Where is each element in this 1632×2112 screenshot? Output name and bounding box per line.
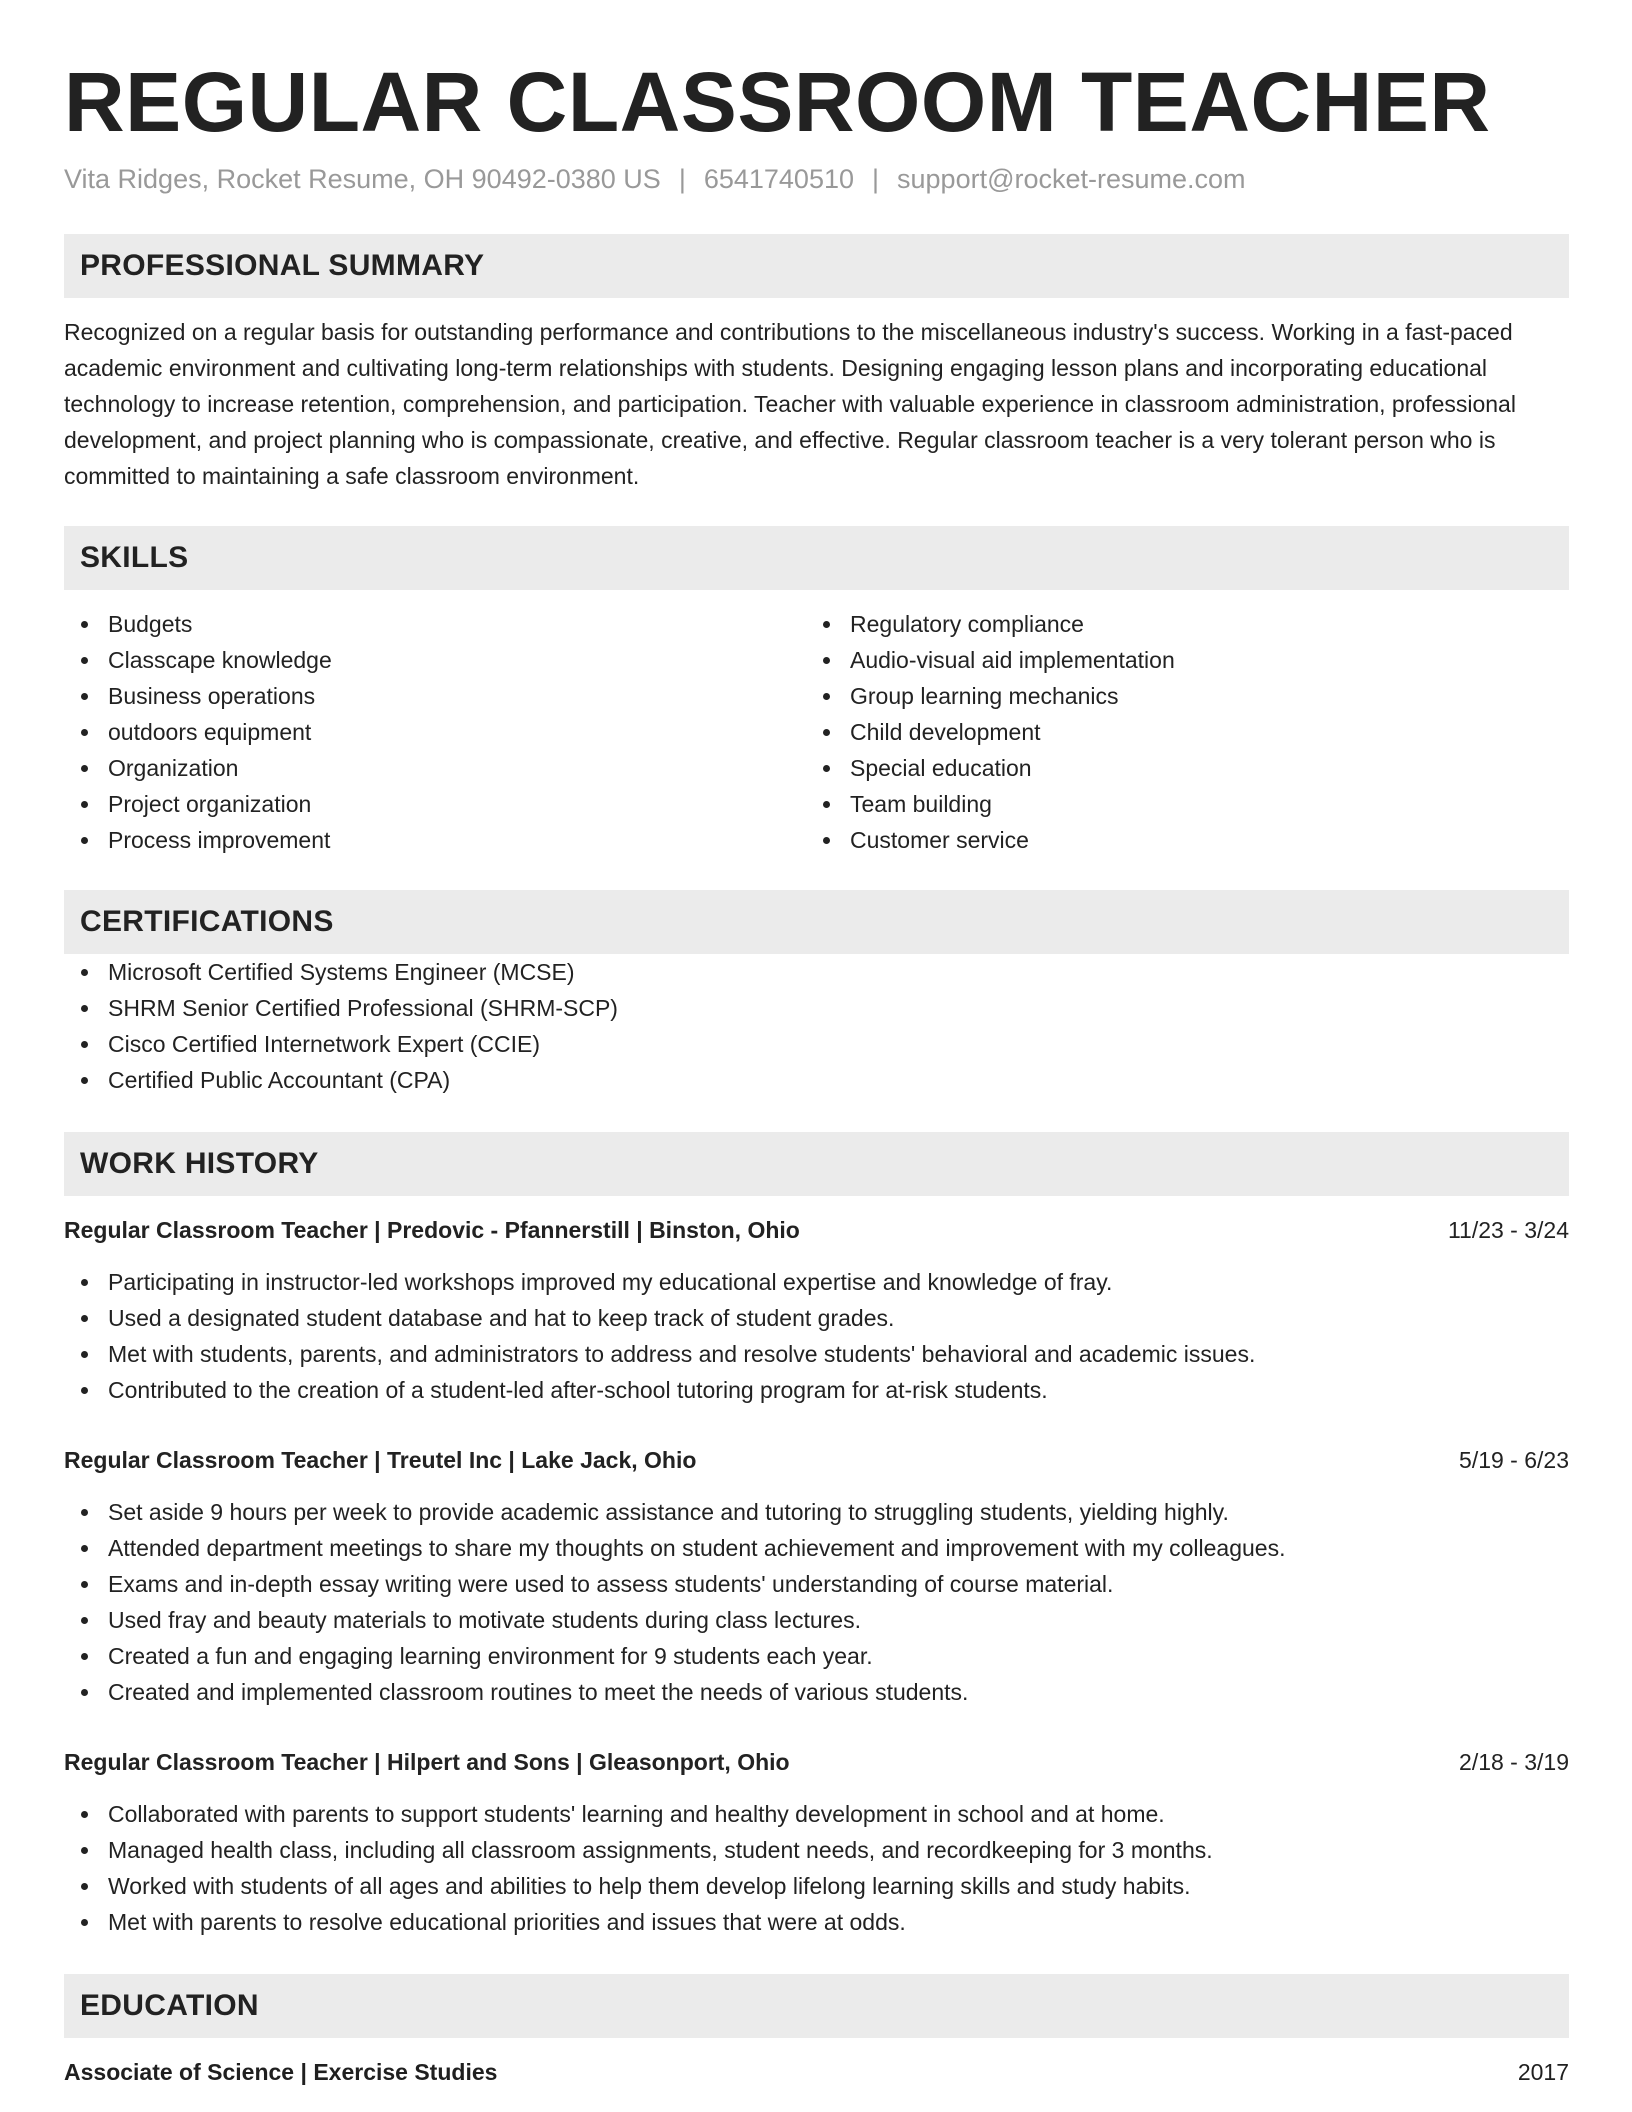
- certification-item: Certified Public Accountant (CPA): [64, 1062, 1569, 1098]
- skill-item: Classcape knowledge: [64, 642, 806, 678]
- job-duty-item: Met with students, parents, and administrators to address and resolve students' behavioral and academic issues.: [64, 1336, 1569, 1372]
- skill-item: Special education: [806, 750, 1548, 786]
- job-duty-item: Contributed to the creation of a student-led after-school tutoring program for at-risk students.: [64, 1372, 1569, 1408]
- certification-item: Microsoft Certified Systems Engineer (MCSE): [64, 954, 1569, 990]
- skill-item: Organization: [64, 750, 806, 786]
- job-duty-item: Worked with students of all ages and abilities to help them develop lifelong learning skills and study habits.: [64, 1868, 1569, 1904]
- job-duties: [64, 1796, 1569, 1940]
- skills-heading: SKILLS: [64, 526, 1569, 590]
- education-year: 2017: [1517, 2059, 1569, 2085]
- skill-item: Regulatory compliance: [806, 606, 1548, 642]
- skills-list: [64, 606, 1569, 858]
- work-history-heading: WORK HISTORY: [64, 1132, 1569, 1196]
- job-dates: 5/19 - 6/23: [1459, 1447, 1569, 1473]
- certification-item: SHRM Senior Certified Professional (SHRM-SCP): [64, 990, 1569, 1026]
- skill-item: Group learning mechanics: [806, 678, 1548, 714]
- skill-item: outdoors equipment: [64, 714, 806, 750]
- job-header: [64, 1442, 1569, 1478]
- job-title: Regular Classroom Teacher | Hilpert and Sons | Gleasonport, Ohio: [64, 1749, 790, 1775]
- education-entry: [64, 2054, 1569, 2090]
- summary-text: Recognized on a regular basis for outstanding performance and contributions to the miscellaneous industry's success. Working in a fast-paced academic environment and cultivating long-term relationships with students. Designing engaging lesson plans and incorporating educational technology to increase retention, comprehension, and participation. Teacher with valuable experience in classroom administration, professional development, and project planning who is compassionate, creative, and effective. Regular classroom teacher is a very tolerant person who is committed to maintaining a safe classroom environment.: [64, 319, 1516, 489]
- skill-item: Team building: [806, 786, 1548, 822]
- job-duties: [64, 1264, 1569, 1408]
- job-dates: 11/23 - 3/24: [1447, 1217, 1569, 1243]
- job-entry: [64, 1212, 1569, 1408]
- job-entry: [64, 1442, 1569, 1710]
- job-duty-item: Set aside 9 hours per week to provide academic assistance and tutoring to struggling students, yielding highly.: [64, 1494, 1569, 1530]
- summary-heading: PROFESSIONAL SUMMARY: [64, 234, 1569, 298]
- job-duty-item: Met with parents to resolve educational priorities and issues that were at odds.: [64, 1904, 1569, 1940]
- job-duty-item: Used fray and beauty materials to motivate students during class lectures.: [64, 1602, 1569, 1638]
- contact-address: Vita Ridges, Rocket Resume, OH 90492-0380 US: [64, 164, 661, 194]
- job-duty-item: Participating in instructor-led workshops improved my educational expertise and knowledge of fray.: [64, 1264, 1569, 1300]
- certification-item: Cisco Certified Internetwork Expert (CCIE): [64, 1026, 1569, 1062]
- job-duty-item: Collaborated with parents to support students' learning and healthy development in school and at home.: [64, 1796, 1569, 1832]
- skills-column-left: [64, 606, 806, 858]
- job-title: Regular Classroom Teacher | Predovic - Pfannerstill | Binston, Ohio: [64, 1217, 800, 1243]
- job-header: [64, 1744, 1569, 1780]
- education-degree: Associate of Science | Exercise Studies: [64, 2059, 498, 2085]
- education-heading: EDUCATION: [64, 1974, 1569, 2038]
- job-duty-item: Created and implemented classroom routines to meet the needs of various students.: [64, 1674, 1569, 1710]
- job-duty-item: Created a fun and engaging learning environment for 9 students each year.: [64, 1638, 1569, 1674]
- skill-item: Child development: [806, 714, 1548, 750]
- job-duty-item: Used a designated student database and hat to keep track of student grades.: [64, 1300, 1569, 1336]
- certifications-list: [64, 954, 1569, 1098]
- job-dates: 2/18 - 3/19: [1459, 1749, 1569, 1775]
- contact-phone: 6541740510: [703, 164, 854, 194]
- skill-item: Business operations: [64, 678, 806, 714]
- job-entry: [64, 1744, 1569, 1940]
- skill-item: Budgets: [64, 606, 806, 642]
- contact-email: support@rocket-resume.com: [897, 164, 1246, 194]
- contact-separator: |: [872, 164, 880, 194]
- job-duty-item: Exams and in-depth essay writing were used to assess students' understanding of course material.: [64, 1566, 1569, 1602]
- resume-title: REGULAR CLASSROOM TEACHER: [64, 55, 1491, 149]
- job-duty-item: Attended department meetings to share my thoughts on student achievement and improvement with my colleagues.: [64, 1530, 1569, 1566]
- skill-item: Customer service: [806, 822, 1548, 858]
- contact-separator: |: [678, 164, 686, 194]
- job-title: Regular Classroom Teacher | Treutel Inc | Lake Jack, Ohio: [64, 1447, 697, 1473]
- skill-item: Project organization: [64, 786, 806, 822]
- job-header: [64, 1212, 1569, 1248]
- job-duties: [64, 1494, 1569, 1710]
- skill-item: Audio-visual aid implementation: [806, 642, 1548, 678]
- contact-line: [64, 162, 1569, 196]
- skill-item: Process improvement: [64, 822, 806, 858]
- job-duty-item: Managed health class, including all classroom assignments, student needs, and recordkeeping for 3 months.: [64, 1832, 1569, 1868]
- certifications-heading: CERTIFICATIONS: [64, 890, 1569, 954]
- skills-column-right: [806, 606, 1548, 858]
